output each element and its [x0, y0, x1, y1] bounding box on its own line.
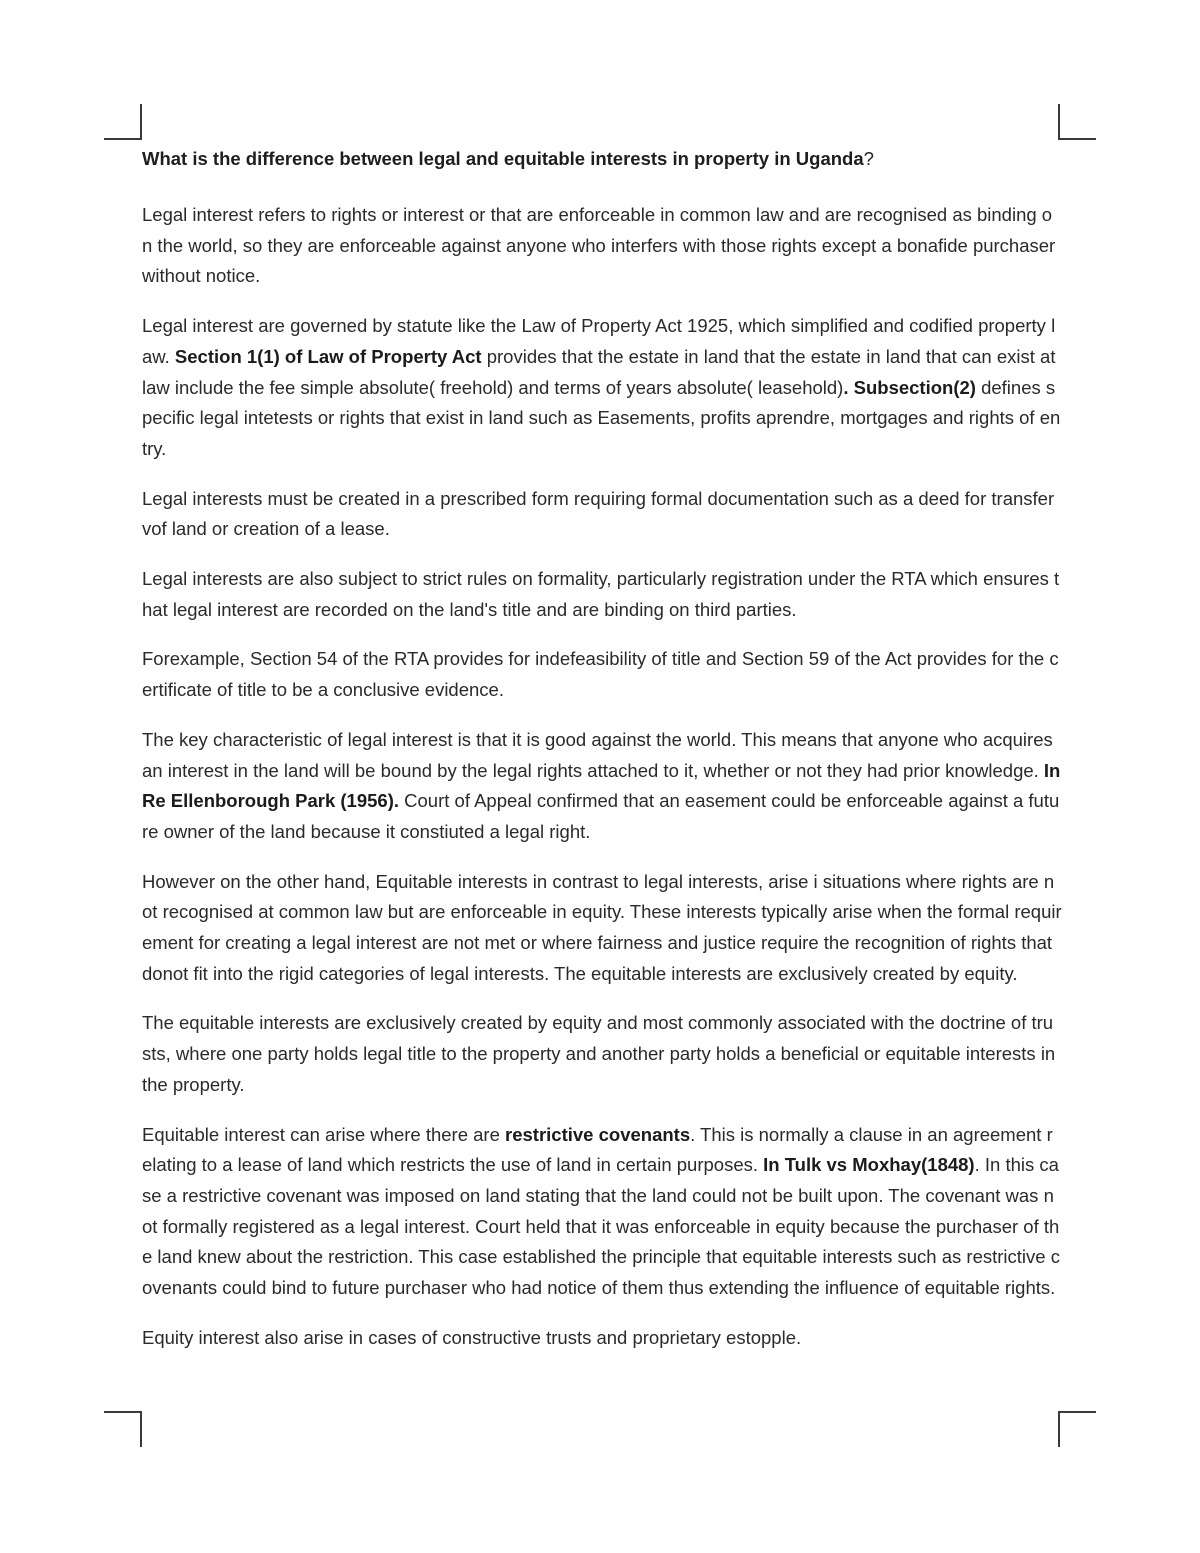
- body-text: Court of Appeal confirmed that an easement could be enforceable against a future owner of the land because it constiuted a legal right.: [142, 790, 1060, 842]
- paragraph: [142, 1323, 1062, 1354]
- paragraph: [142, 725, 1062, 848]
- body-text: However on the other hand, Equitable interests in contrast to legal interests, arise i situations where rights are not recognised at common law but are enforceable in equity. These interests typically arise when the formal requirement for creating a legal interest are not met or where fairness and justice require the recognition of rights that donot fit into the rigid categories of legal interests. The equitable interests are exclusively created by equity.: [142, 870, 1062, 984]
- body-text: The key characteristic of legal interest is that it is good against the world. This means that anyone who acquires an interest in the land will be bound by the legal rights attached to it, whether or not they had prior knowledge.: [142, 728, 1053, 781]
- document-title-text: What is the difference between legal and equitable interests in property in Uganda: [142, 148, 864, 169]
- body-text: Forexample, Section 54 of the RTA provides for indefeasibility of title and Section 59 of the Act provides for the certificate of title to be a conclusive evidence.: [142, 648, 1059, 701]
- paragraph: [142, 867, 1062, 990]
- paragraph: [142, 200, 1062, 292]
- paragraph-list: [142, 200, 1062, 1354]
- body-text: Equity interest also arise in cases of constructive trusts and proprietary estopple.: [142, 1326, 802, 1348]
- body-text: Legal interest are governed by statute like the Law of Property Act 1925, which simplified and codified property law.: [142, 315, 1056, 367]
- body-text: Equitable interest can arise where there are: [142, 1123, 506, 1145]
- bold-text: In Tulk vs Moxhay(1848): [763, 1154, 975, 1176]
- body-text: provides that the estate in land that the estate in land that can exist at law include the fee simple absolute( freehold) and terms of years absolute( leasehold): [142, 345, 1056, 398]
- document-body: [142, 143, 1062, 1373]
- body-text: . This is normally a clause in an agreement relating to a lease of land which restricts the use of land in certain purposes.: [142, 1123, 1053, 1176]
- document-title: [142, 143, 1062, 174]
- paragraph: [142, 564, 1062, 625]
- bold-text: restrictive covenants: [505, 1123, 691, 1145]
- body-text: Legal interests are also subject to strict rules on formality, particularly registration under the RTA which ensures that legal interest are recorded on the land's title and are binding on third parties.: [142, 568, 1060, 620]
- body-text: defines specific legal intetests or rights that exist in land such as Easements, profits aprendre, mortgages and rights of entry.: [142, 376, 1061, 459]
- bold-text: . Subsection(2): [843, 376, 976, 398]
- paragraph: [142, 484, 1062, 545]
- paragraph: [142, 311, 1062, 465]
- body-text: The equitable interests are exclusively created by equity and most commonly associated with the doctrine of trusts, where one party holds legal title to the property and another party holds a beneficial or equitable interests in the property.: [142, 1012, 1056, 1095]
- bold-text: In Re Ellenborough Park (1956).: [142, 759, 1061, 812]
- body-text: Legal interests must be created in a prescribed form requiring formal documentation such as a deed for transfervof land or creation of a lease.: [142, 487, 1055, 540]
- bold-text: Section 1(1) of Law of Property Act: [174, 345, 482, 367]
- paragraph: [142, 1120, 1062, 1304]
- body-text: . In this case a restrictive covenant was imposed on land stating that the land could not be built upon. The covenant was not formally registered as a legal interest. Court held that it was enforceable in equity because the purchaser of the land knew about the restriction. This case established the principle that equitable interests such as restrictive covenants could bind to future purchaser who had notice of them thus extending the influence of equitable rights.: [142, 1154, 1060, 1299]
- paragraph: [142, 1008, 1062, 1100]
- document-title-mark: ?: [863, 148, 874, 169]
- body-text: Legal interest refers to rights or interest or that are enforceable in common law and are recognised as binding on the world, so they are enforceable against anyone who interfers with those rights except a bonafide purchaser without notice.: [142, 204, 1056, 287]
- paragraph: [142, 644, 1062, 705]
